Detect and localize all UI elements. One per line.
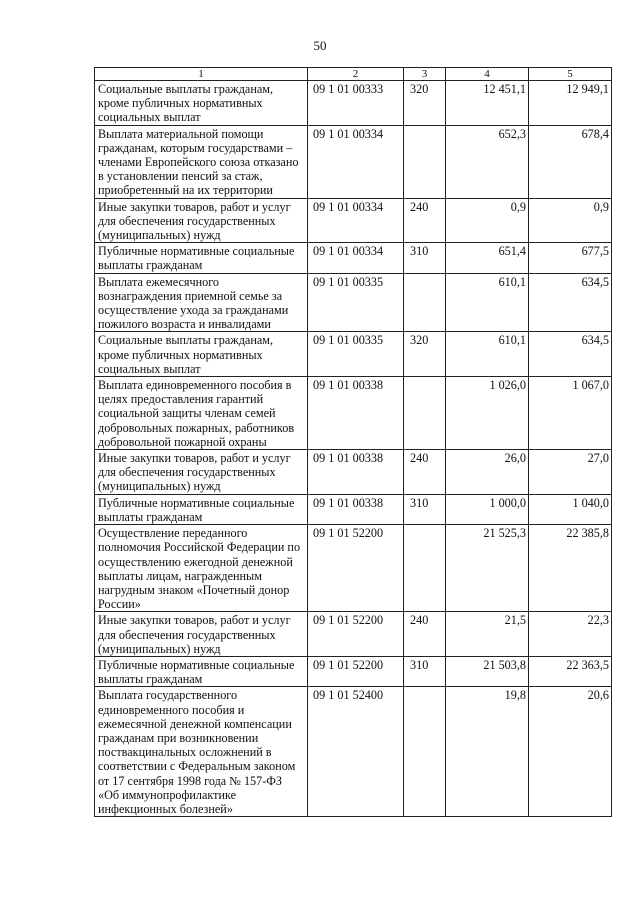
row-code: 09 1 01 00335 (308, 273, 404, 332)
row-name: Выплата материальной помощи гражданам, которым государствами – членами Европейского союза отказано в установлении пенсий за стаж, приобретенный на их территории (95, 125, 308, 198)
table-row (95, 377, 612, 450)
row-code: 09 1 01 00334 (308, 198, 404, 243)
row-expense-type: 240 (404, 612, 446, 657)
row-value-col5: 0,9 (529, 198, 612, 243)
row-expense-type: 240 (404, 450, 446, 495)
row-name: Социальные выплаты гражданам, кроме публичных нормативных социальных выплат (95, 81, 308, 126)
row-expense-type: 320 (404, 332, 446, 377)
table-row (95, 332, 612, 377)
row-value-col4: 652,3 (446, 125, 529, 198)
row-value-col5: 634,5 (529, 332, 612, 377)
row-value-col5: 1 067,0 (529, 377, 612, 450)
table-row (95, 125, 612, 198)
table-row (95, 525, 612, 612)
row-expense-type: 320 (404, 81, 446, 126)
row-value-col4: 0,9 (446, 198, 529, 243)
header-col-3: 3 (404, 68, 446, 81)
table-row (95, 494, 612, 524)
row-code: 09 1 01 00333 (308, 81, 404, 126)
row-value-col4: 19,8 (446, 687, 529, 817)
table-row (95, 273, 612, 332)
row-expense-type (404, 273, 446, 332)
budget-table (94, 67, 612, 817)
row-value-col4: 1 026,0 (446, 377, 529, 450)
row-value-col4: 21 525,3 (446, 525, 529, 612)
row-code: 09 1 01 52200 (308, 612, 404, 657)
row-name: Осуществление переданного полномочия Российской Федерации по осуществлению ежегодной денежной выплаты лицам, награжденным нагрудным знаком «Почетный донор России» (95, 525, 308, 612)
row-code: 09 1 01 00335 (308, 332, 404, 377)
table-row (95, 243, 612, 273)
header-col-4: 4 (446, 68, 529, 81)
row-value-col5: 1 040,0 (529, 494, 612, 524)
row-expense-type: 310 (404, 494, 446, 524)
row-name: Выплата ежемесячного вознаграждения приемной семье за осуществление ухода за гражданами пожилого возраста и инвалидами (95, 273, 308, 332)
row-expense-type (404, 525, 446, 612)
row-name: Иные закупки товаров, работ и услуг для обеспечения государственных (муниципальных) нужд (95, 450, 308, 495)
row-value-col4: 1 000,0 (446, 494, 529, 524)
row-value-col4: 651,4 (446, 243, 529, 273)
row-code: 09 1 01 00338 (308, 377, 404, 450)
row-name: Социальные выплаты гражданам, кроме публичных нормативных социальных выплат (95, 332, 308, 377)
row-value-col5: 27,0 (529, 450, 612, 495)
row-name: Публичные нормативные социальные выплаты гражданам (95, 243, 308, 273)
row-name: Выплата единовременного пособия в целях предоставления гарантий социальной защиты членам семей добровольных пожарных, работников добровольной пожарной охраны (95, 377, 308, 450)
row-code: 09 1 01 00334 (308, 243, 404, 273)
row-expense-type (404, 377, 446, 450)
header-row (95, 68, 612, 81)
row-value-col5: 677,5 (529, 243, 612, 273)
row-expense-type (404, 687, 446, 817)
table-row (95, 450, 612, 495)
row-name: Выплата государственного единовременного пособия и ежемесячной денежной компенсации гражданам при возникновении поствакцинальных осложнений в соответствии с Федеральным законом от 17 сентября 1998 года № 157-ФЗ «Об иммунопрофилактике инфекционных болезней» (95, 687, 308, 817)
header-col-5: 5 (529, 68, 612, 81)
row-value-col5: 12 949,1 (529, 81, 612, 126)
row-value-col4: 610,1 (446, 273, 529, 332)
row-value-col4: 26,0 (446, 450, 529, 495)
row-name: Иные закупки товаров, работ и услуг для обеспечения государственных (муниципальных) нужд (95, 612, 308, 657)
row-code: 09 1 01 00338 (308, 494, 404, 524)
row-value-col5: 22 385,8 (529, 525, 612, 612)
row-name: Публичные нормативные социальные выплаты гражданам (95, 494, 308, 524)
row-value-col4: 12 451,1 (446, 81, 529, 126)
row-code: 09 1 01 52200 (308, 656, 404, 686)
row-value-col5: 634,5 (529, 273, 612, 332)
row-value-col5: 20,6 (529, 687, 612, 817)
row-expense-type: 240 (404, 198, 446, 243)
header-col-1: 1 (95, 68, 308, 81)
table-row (95, 81, 612, 126)
table-row (95, 612, 612, 657)
row-code: 09 1 01 52200 (308, 525, 404, 612)
row-expense-type: 310 (404, 656, 446, 686)
row-value-col5: 678,4 (529, 125, 612, 198)
row-name: Иные закупки товаров, работ и услуг для обеспечения государственных (муниципальных) нужд (95, 198, 308, 243)
table-row (95, 198, 612, 243)
row-value-col4: 21 503,8 (446, 656, 529, 686)
row-name: Публичные нормативные социальные выплаты гражданам (95, 656, 308, 686)
table-row (95, 687, 612, 817)
row-code: 09 1 01 52400 (308, 687, 404, 817)
row-value-col4: 610,1 (446, 332, 529, 377)
row-code: 09 1 01 00334 (308, 125, 404, 198)
row-value-col5: 22,3 (529, 612, 612, 657)
row-expense-type (404, 125, 446, 198)
table-row (95, 656, 612, 686)
row-code: 09 1 01 00338 (308, 450, 404, 495)
header-col-2: 2 (308, 68, 404, 81)
row-expense-type: 310 (404, 243, 446, 273)
row-value-col5: 22 363,5 (529, 656, 612, 686)
row-value-col4: 21,5 (446, 612, 529, 657)
page-number: 50 (313, 38, 327, 53)
